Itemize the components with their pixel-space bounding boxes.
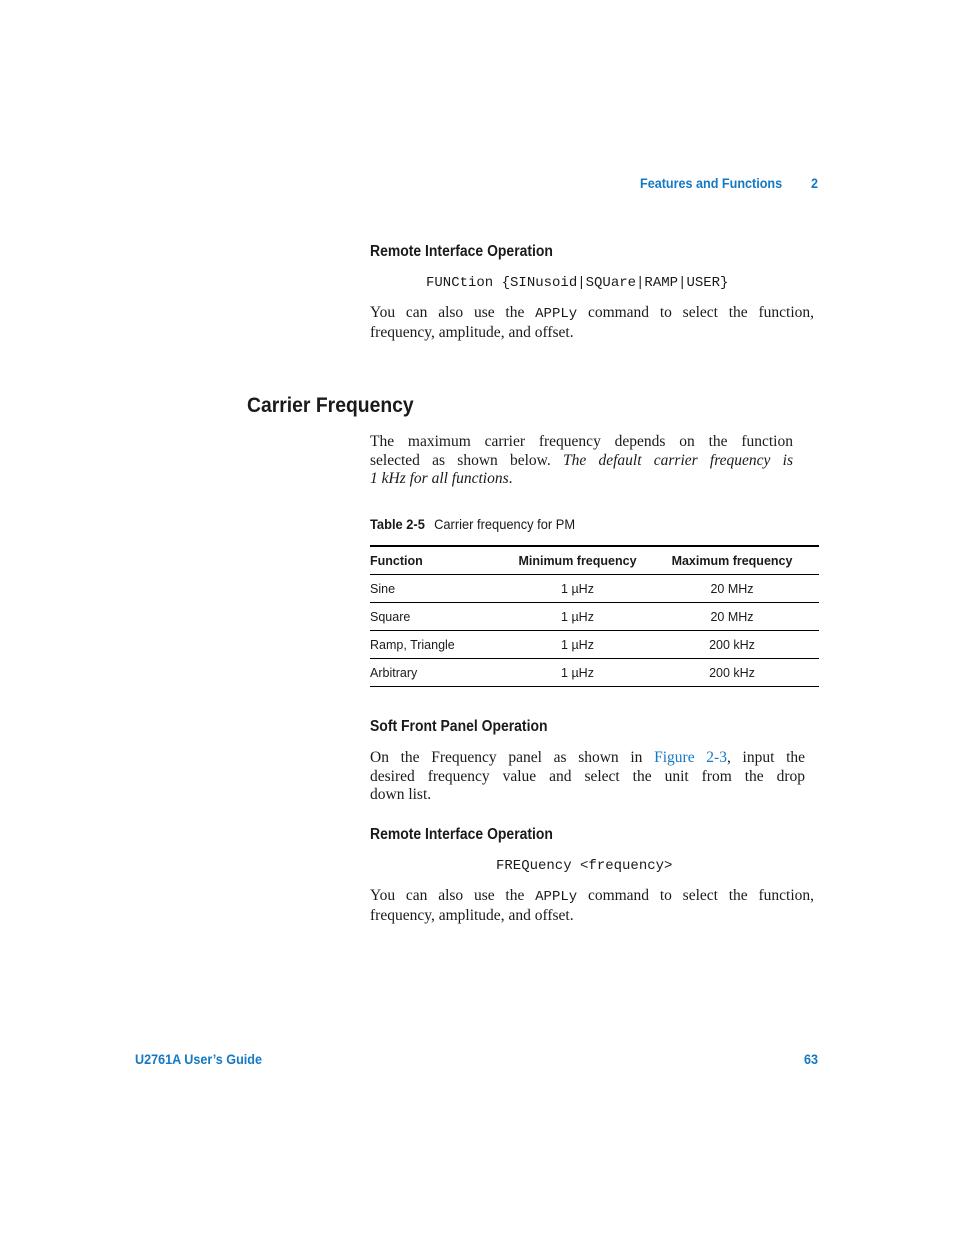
table-cell: 200 kHz (645, 631, 819, 659)
paragraph-line: down list. (370, 786, 432, 803)
table-cell: Sine (370, 575, 510, 603)
inline-code-apply: APPLy (535, 889, 578, 905)
paragraph-line: The maximum carrier frequency depends on the function (370, 433, 793, 450)
paragraph-remote-2 (370, 887, 814, 925)
paragraph-soft-panel (370, 749, 805, 805)
section-heading-remote-2: Remote Interface Operation (370, 826, 553, 843)
running-header-section: Features and Functions (640, 175, 783, 191)
table-row (370, 631, 819, 659)
table-cell: 1 µHz (510, 603, 645, 631)
inline-code-apply: APPLy (535, 306, 578, 322)
paragraph-line: You can also use the APPLy command to select the function, (370, 304, 814, 322)
paragraph-line: selected as shown below. The default carrier frequency is (370, 451, 793, 469)
section-heading-remote-1: Remote Interface Operation (370, 243, 553, 260)
table-cell: 1 µHz (510, 659, 645, 687)
table-header-row (370, 546, 819, 575)
footer-page-number: 63 (804, 1051, 819, 1067)
paragraph-line: desired frequency value and select the unit from the drop (370, 767, 805, 785)
table-header-maximum: Maximum frequency (645, 546, 819, 575)
section-heading-soft-panel: Soft Front Panel Operation (370, 718, 548, 735)
table-cell: Ramp, Triangle (370, 631, 510, 659)
running-header-chapter: 2 (811, 175, 819, 191)
carrier-frequency-table (370, 545, 819, 687)
paragraph-carrier (370, 433, 793, 489)
table-caption-label: Table 2-5 (370, 516, 425, 532)
table-row (370, 603, 819, 631)
table-header-minimum: Minimum frequency (510, 546, 645, 575)
paragraph-line: frequency, amplitude, and offset. (370, 906, 574, 924)
table-header-function: Function (370, 546, 510, 575)
paragraph-line: You can also use the APPLy command to select the function, (370, 887, 814, 905)
table-cell: 1 µHz (510, 631, 645, 659)
code-frequency-command: FREQuency <frequency> (496, 858, 673, 874)
paragraph-remote-1 (370, 304, 814, 342)
table-caption (370, 516, 575, 532)
table-cell: 20 MHz (645, 603, 819, 631)
table-caption-text: Carrier frequency for PM (434, 516, 576, 532)
table-row (370, 659, 819, 687)
table-cell: Square (370, 603, 510, 631)
paragraph-line: 1 kHz for all functions. (370, 470, 513, 487)
figure-link[interactable]: Figure 2-3 (654, 749, 727, 766)
table-cell: 20 MHz (645, 575, 819, 603)
code-function-command: FUNCtion {SINusoid|SQUare|RAMP|USER} (426, 275, 729, 291)
table-cell: 200 kHz (645, 659, 819, 687)
table-row (370, 575, 819, 603)
paragraph-line: frequency, amplitude, and offset. (370, 323, 574, 341)
paragraph-line: On the Frequency panel as shown in Figure 2-3, input the (370, 749, 805, 766)
footer-guide-title: U2761A User’s Guide (135, 1051, 262, 1067)
table-cell: 1 µHz (510, 575, 645, 603)
table-cell: Arbitrary (370, 659, 510, 687)
page-title: Carrier Frequency (247, 393, 414, 417)
